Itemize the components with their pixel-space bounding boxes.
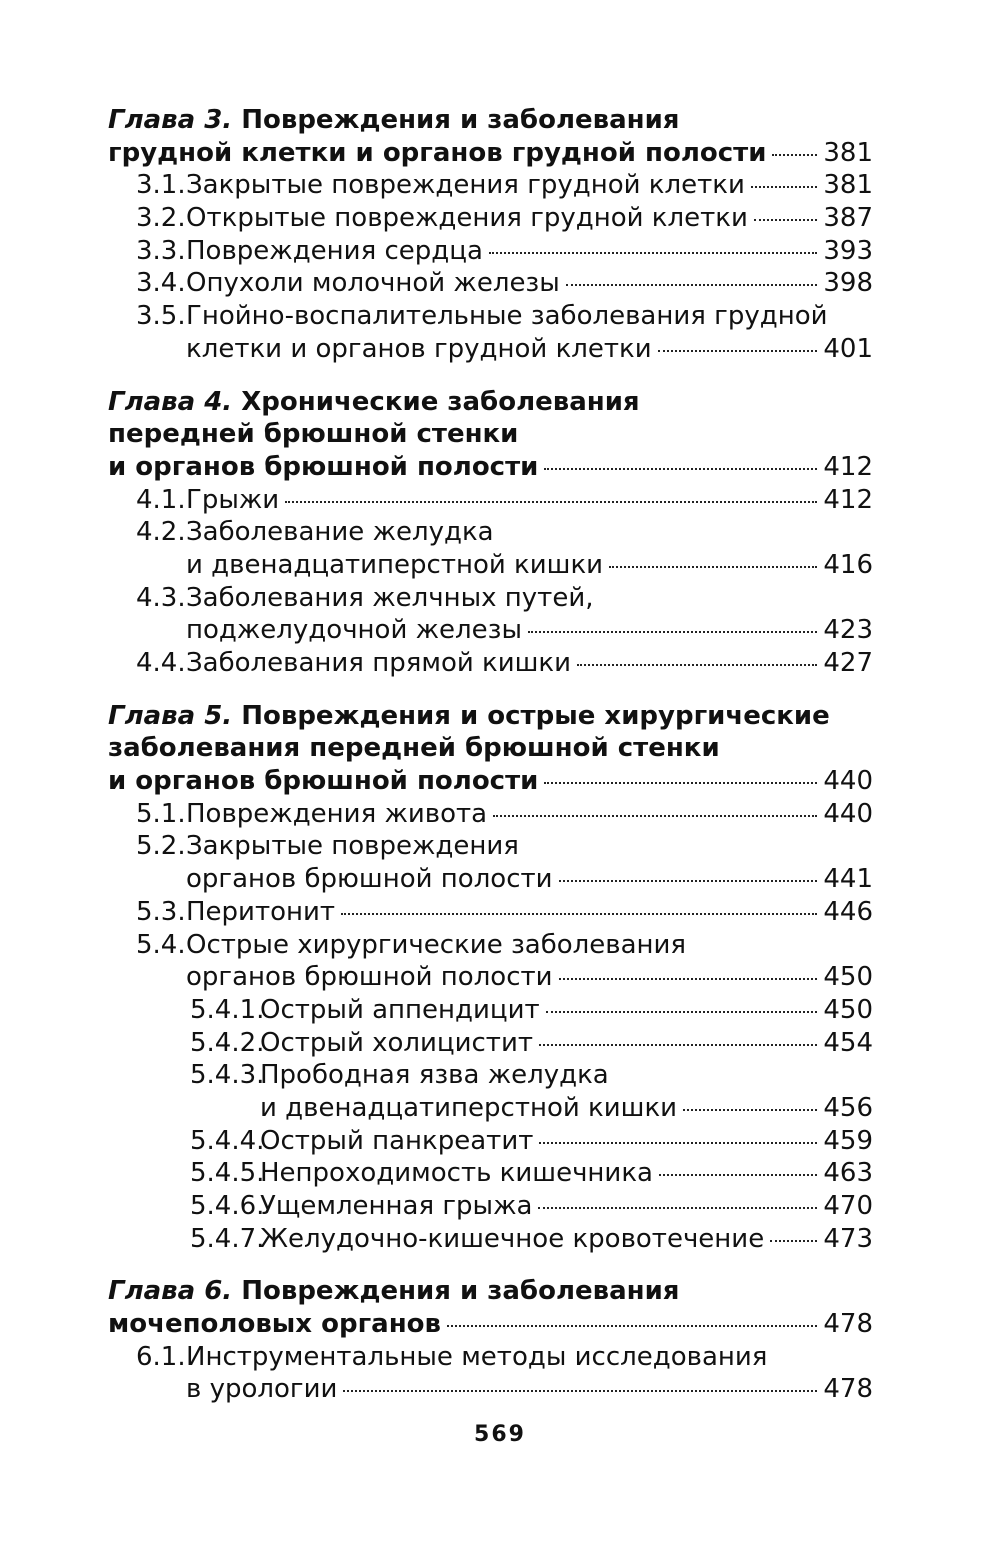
entry-title: Прободная язва желудка	[260, 1060, 609, 1091]
entry-number: 5.1.	[136, 798, 186, 829]
dot-leader	[544, 468, 817, 470]
entry-title: Острый аппендицит	[260, 994, 540, 1025]
toc-entry	[108, 929, 873, 962]
entry-page-number: 463	[823, 1158, 873, 1189]
dot-leader	[539, 1142, 817, 1144]
entry-number: 5.4.3.	[190, 1060, 265, 1091]
toc-entry	[108, 516, 873, 549]
entry-title: Острые хирургические заболевания	[186, 929, 687, 960]
entry-title: Закрытые повреждения	[186, 831, 519, 862]
chapter-title-line	[108, 104, 873, 137]
entry-title: Закрытые повреждения грудной клетки	[186, 170, 745, 201]
toc-entry[interactable]	[108, 169, 873, 202]
entry-number: 5.4.7.	[190, 1223, 265, 1254]
dot-leader	[538, 1207, 817, 1209]
toc-entry[interactable]	[108, 614, 873, 647]
dot-leader	[658, 350, 818, 352]
entry-page-number: 401	[823, 333, 873, 364]
toc-entry	[108, 1059, 873, 1092]
dot-leader	[770, 1240, 817, 1242]
entry-number: 3.2.	[136, 203, 186, 234]
entry-page-number: 416	[823, 549, 873, 580]
entry-number: 5.2.	[136, 831, 186, 862]
entry-number: 3.4.	[136, 268, 186, 299]
entry-page-number: 412	[823, 484, 873, 515]
dot-leader	[683, 1109, 817, 1111]
toc-entry[interactable]	[108, 235, 873, 268]
chapter-page-number: 412	[823, 451, 873, 482]
toc-entry[interactable]	[108, 1125, 873, 1158]
chapter-title: мочеполовых органов	[108, 1309, 441, 1340]
entry-title: Острый панкреатит	[260, 1125, 534, 1156]
entry-title: Гнойно-воспалительные заболевания грудной	[186, 301, 828, 332]
entry-page-number: 450	[823, 962, 873, 993]
chapter-title: Хронические заболевания	[241, 386, 640, 417]
dot-leader	[566, 284, 818, 286]
entry-number: 3.3.	[136, 235, 186, 266]
entry-page-number: 381	[823, 170, 873, 201]
entry-title: Открытые повреждения грудной клетки	[186, 203, 748, 234]
chapter-label: Глава 6.	[108, 1276, 233, 1307]
chapter-title-line	[108, 700, 873, 733]
toc-entry[interactable]	[108, 896, 873, 929]
chapter-title-line[interactable]	[108, 451, 873, 484]
entry-title: Грыжи	[186, 484, 280, 515]
entry-title: Заболевание желудка	[186, 517, 494, 548]
toc-entry[interactable]	[108, 647, 873, 680]
entry-number: 6.1.	[136, 1341, 186, 1372]
chapter-title: Повреждения и острые хирургические	[241, 700, 830, 731]
table-of-contents	[108, 104, 873, 1426]
toc-entry[interactable]	[108, 1157, 873, 1190]
entry-title: в урологии	[186, 1374, 338, 1405]
entry-number: 5.4.5.	[190, 1158, 265, 1189]
entry-number: 4.4.	[136, 648, 186, 678]
toc-chapter	[108, 700, 873, 1256]
entry-title: Острый холицистит	[260, 1027, 533, 1058]
chapter-label: Глава 4.	[108, 386, 233, 417]
entry-title: клетки и органов грудной клетки	[186, 333, 652, 364]
page-number: 569	[474, 1422, 526, 1447]
entry-page-number: 459	[823, 1125, 873, 1156]
toc-entry	[108, 582, 873, 615]
dot-leader	[343, 1390, 817, 1392]
dot-leader	[447, 1325, 817, 1327]
dot-leader	[544, 782, 817, 784]
dot-leader	[489, 252, 817, 254]
chapter-title-line	[108, 386, 873, 419]
dot-leader	[577, 664, 817, 666]
entry-page-number: 423	[823, 615, 873, 646]
entry-title: и двенадцатиперстной кишки	[260, 1092, 678, 1123]
chapter-title: и органов брюшной полости	[108, 451, 539, 482]
dot-leader	[539, 1044, 817, 1046]
chapter-title: заболевания передней брюшной стенки	[108, 733, 720, 764]
dot-leader	[528, 631, 817, 633]
entry-number: 5.3.	[136, 896, 186, 927]
dot-leader	[559, 880, 818, 882]
chapter-page-number: 478	[823, 1309, 873, 1340]
toc-entry[interactable]	[108, 961, 873, 994]
dot-leader	[493, 815, 817, 817]
entry-number: 5.4.2.	[190, 1027, 265, 1058]
entry-page-number: 427	[823, 648, 873, 678]
entry-title: Ущемленная грыжа	[260, 1191, 533, 1221]
entry-page-number: 387	[823, 203, 873, 234]
toc-entry[interactable]	[108, 202, 873, 235]
toc-entry[interactable]	[108, 549, 873, 582]
toc-entry[interactable]	[108, 1027, 873, 1060]
toc-entry[interactable]	[108, 1092, 873, 1125]
entry-title: Перитонит	[186, 896, 336, 927]
entry-page-number: 398	[823, 268, 873, 299]
entry-number: 5.4.	[136, 929, 186, 960]
chapter-page-number: 381	[823, 137, 873, 168]
toc-entry[interactable]	[108, 1223, 873, 1256]
chapter-title-line	[108, 1275, 873, 1308]
toc-entry[interactable]	[108, 994, 873, 1027]
toc-chapter	[108, 104, 873, 366]
entry-title: Желудочно-кишечное кровотечение	[260, 1223, 765, 1254]
entry-number: 3.5.	[136, 301, 186, 332]
chapter-title-line[interactable]	[108, 1308, 873, 1341]
toc-entry	[108, 1341, 873, 1374]
dot-leader	[751, 186, 817, 188]
entry-page-number: 470	[823, 1191, 873, 1221]
chapter-title: Повреждения и заболевания	[241, 1276, 680, 1307]
dot-leader	[754, 219, 817, 221]
toc-chapter	[108, 1275, 873, 1406]
chapter-title-line[interactable]	[108, 765, 873, 798]
dot-leader	[659, 1174, 817, 1176]
dot-leader	[285, 501, 817, 503]
dot-leader	[341, 913, 817, 915]
entry-title: и двенадцатиперстной кишки	[186, 549, 604, 580]
toc-entry[interactable]	[108, 1190, 873, 1223]
dot-leader	[559, 978, 818, 980]
entry-title: Повреждения сердца	[186, 235, 483, 266]
toc-entry[interactable]	[108, 798, 873, 831]
entry-page-number: 450	[823, 994, 873, 1025]
entry-title: Заболевания желчных путей,	[186, 582, 594, 613]
chapter-title-line	[108, 732, 873, 765]
chapter-page-number: 440	[823, 766, 873, 797]
entry-page-number: 456	[823, 1092, 873, 1123]
dot-leader	[772, 154, 817, 156]
entry-title: Опухоли молочной железы	[186, 268, 560, 299]
entry-title: Заболевания прямой кишки	[186, 648, 572, 678]
entry-number: 5.4.4.	[190, 1125, 265, 1156]
entry-number: 5.4.6.	[190, 1191, 265, 1221]
chapter-label: Глава 3.	[108, 105, 233, 135]
toc-entry[interactable]	[108, 267, 873, 300]
entry-page-number: 446	[823, 896, 873, 927]
entry-title: органов брюшной полости	[186, 962, 553, 993]
chapter-title-line	[108, 418, 873, 451]
entry-title: поджелудочной железы	[186, 615, 523, 646]
entry-page-number: 478	[823, 1374, 873, 1405]
entry-page-number: 454	[823, 1027, 873, 1058]
toc-chapter	[108, 386, 873, 680]
toc-entry[interactable]	[108, 333, 873, 366]
entry-number: 4.3.	[136, 582, 186, 613]
toc-entry	[108, 300, 873, 333]
entry-number: 4.1.	[136, 484, 186, 515]
entry-number: 4.2.	[136, 517, 186, 548]
dot-leader	[546, 1011, 818, 1013]
chapter-title: Повреждения и заболевания	[241, 105, 680, 135]
toc-entry[interactable]	[108, 484, 873, 517]
chapter-title: передней брюшной стенки	[108, 419, 519, 450]
entry-page-number: 473	[823, 1223, 873, 1254]
entry-page-number: 393	[823, 235, 873, 266]
entry-page-number: 440	[823, 798, 873, 829]
entry-title: Повреждения живота	[186, 798, 488, 829]
toc-entry[interactable]	[108, 1373, 873, 1406]
toc-entry	[108, 830, 873, 863]
entry-number: 3.1.	[136, 170, 186, 201]
entry-number: 5.4.1.	[190, 994, 265, 1025]
entry-title: Непроходимость кишечника	[260, 1158, 653, 1189]
chapter-label: Глава 5.	[108, 700, 233, 731]
entry-page-number: 441	[823, 864, 873, 895]
chapter-title: грудной клетки и органов грудной полости	[108, 137, 767, 168]
dot-leader	[609, 566, 817, 568]
entry-title: Инструментальные методы исследования	[186, 1341, 768, 1372]
toc-entry[interactable]	[108, 863, 873, 896]
entry-title: органов брюшной полости	[186, 864, 553, 895]
chapter-title: и органов брюшной полости	[108, 766, 539, 797]
chapter-title-line[interactable]	[108, 137, 873, 170]
